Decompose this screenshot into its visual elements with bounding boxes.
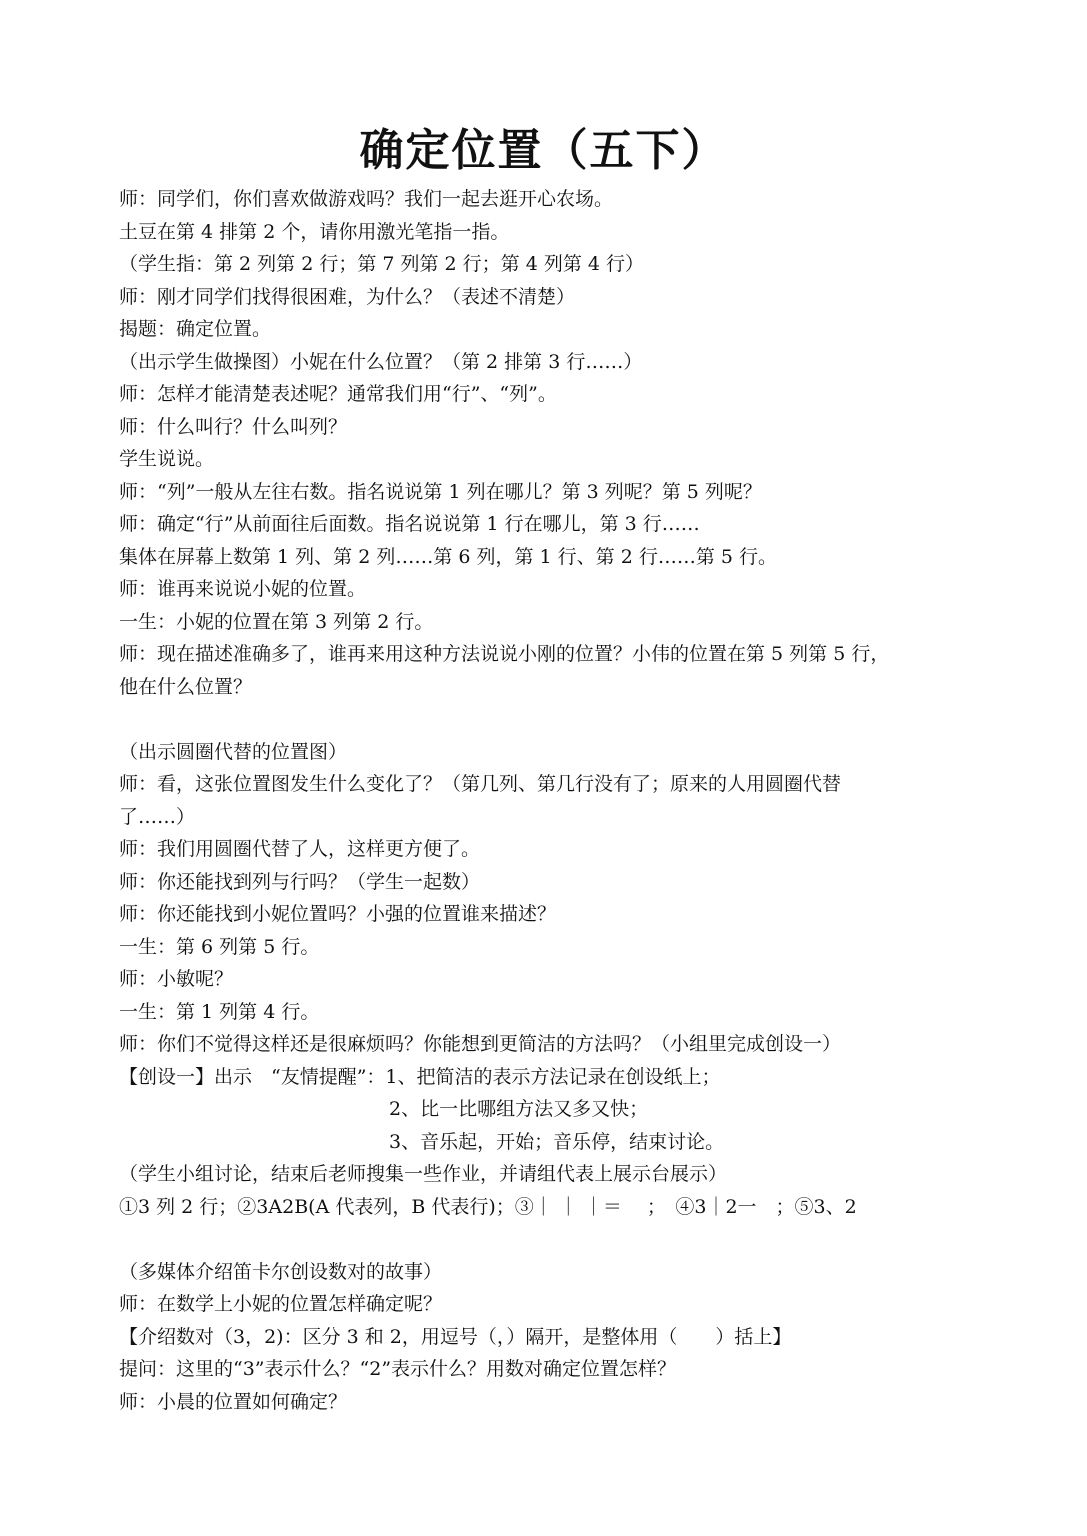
document-body (119, 183, 979, 1418)
text-line: 师：怎样才能清楚表述呢？通常我们用“行”、“列”。 (119, 383, 557, 405)
text-line: （出示学生做操图）小妮在什么位置？（第 2 排第 3 行……） (119, 350, 643, 373)
text-line: 了……） (119, 805, 196, 828)
text-line: 师：你还能找到列与行吗？（学生一起数） (119, 870, 481, 893)
text-line-indented: 3、音乐起，开始；音乐停，结束讨论。 (389, 1130, 725, 1153)
text-line: 师：确定“行”从前面往后面数。指名说说第 1 行在哪儿，第 3 行…… (119, 513, 700, 535)
text-line: 【创设一】出示 “友情提醒”：1、把简洁的表示方法记录在创设纸上； (119, 1065, 721, 1088)
text-line: 集体在屏幕上数第 1 列、第 2 列……第 6 列，第 1 行、第 2 行……第 5 行。 (119, 545, 778, 568)
document-title: 确定位置（五下） (359, 125, 728, 176)
text-line: （多媒体介绍笛卡尔创设数对的故事） (119, 1260, 443, 1283)
text-line: 师：在数学上小妮的位置怎样确定呢？ (119, 1293, 443, 1315)
text-line: 揭题：确定位置。 (119, 318, 272, 340)
text-line: （学生指：第 2 列第 2 行；第 7 列第 2 行；第 4 列第 4 行） (119, 253, 645, 275)
text-line: 师：看，这张位置图发生什么变化了？（第几列、第几行没有了；原来的人用圆圈代替 (119, 773, 842, 795)
text-line: 土豆在第 4 排第 2 个，请你用激光笔指一指。 (119, 220, 510, 243)
text-line: 师：小晨的位置如何确定？ (119, 1390, 348, 1413)
text-line: 【介绍数对（3，2)：区分 3 和 2，用逗号（，）隔开，是整体用（ ）括上】 (119, 1325, 792, 1348)
text-line: 师：谁再来说说小妮的位置。 (119, 578, 367, 600)
text-line: 师：你还能找到小妮位置吗？小强的位置谁来描述？ (119, 903, 557, 925)
text-line: 师：“列”一般从左往右数。指名说说第 1 列在哪儿？第 3 列呢？第 5 列呢？ (119, 480, 762, 503)
text-line: （学生小组讨论，结束后老师搜集一些作业，并请组代表上展示台展示） (119, 1163, 728, 1185)
text-line: 一生：第 1 列第 4 行。 (119, 1000, 320, 1023)
text-line: 师：现在描述准确多了，谁再来用这种方法说说小刚的位置？小伟的位置在第 5 列第 5 行， (119, 643, 890, 665)
text-line: ①3 列 2 行；②3A2B(A 代表列，B 代表行)；③｜ ｜ ｜＝ ； ④3｜2一 ；⑤3、2 (119, 1195, 857, 1218)
text-line: 一生：小妮的位置在第 3 列第 2 行。 (119, 610, 434, 633)
text-line: 师：你们不觉得这样还是很麻烦吗？你能想到更简洁的方法吗？（小组里完成创设一） (119, 1033, 842, 1055)
text-line: （出示圆圈代替的位置图） (119, 740, 348, 763)
text-line: 师：刚才同学们找得很困难，为什么？（表述不清楚） (119, 285, 576, 308)
text-line: 学生说说。 (119, 448, 215, 470)
text-line: 他在什么位置？ (119, 675, 253, 698)
blank-line (119, 703, 979, 736)
text-line: 师：我们用圆圈代替了人，这样更方便了。 (119, 838, 481, 860)
text-line: 提问：这里的“3”表示什么？“2”表示什么？用数对确定位置怎样？ (119, 1358, 677, 1380)
text-line-indented: 2、比一比哪组方法又多又快； (389, 1098, 649, 1120)
blank-line (119, 1223, 979, 1256)
text-line: 师：什么叫行？什么叫列？ (119, 415, 348, 438)
text-line: 师：同学们，你们喜欢做游戏吗？我们一起去逛开心农场。 (119, 188, 614, 210)
text-line: 一生：第 6 列第 5 行。 (119, 935, 320, 958)
text-line: 师：小敏呢？ (119, 968, 234, 990)
